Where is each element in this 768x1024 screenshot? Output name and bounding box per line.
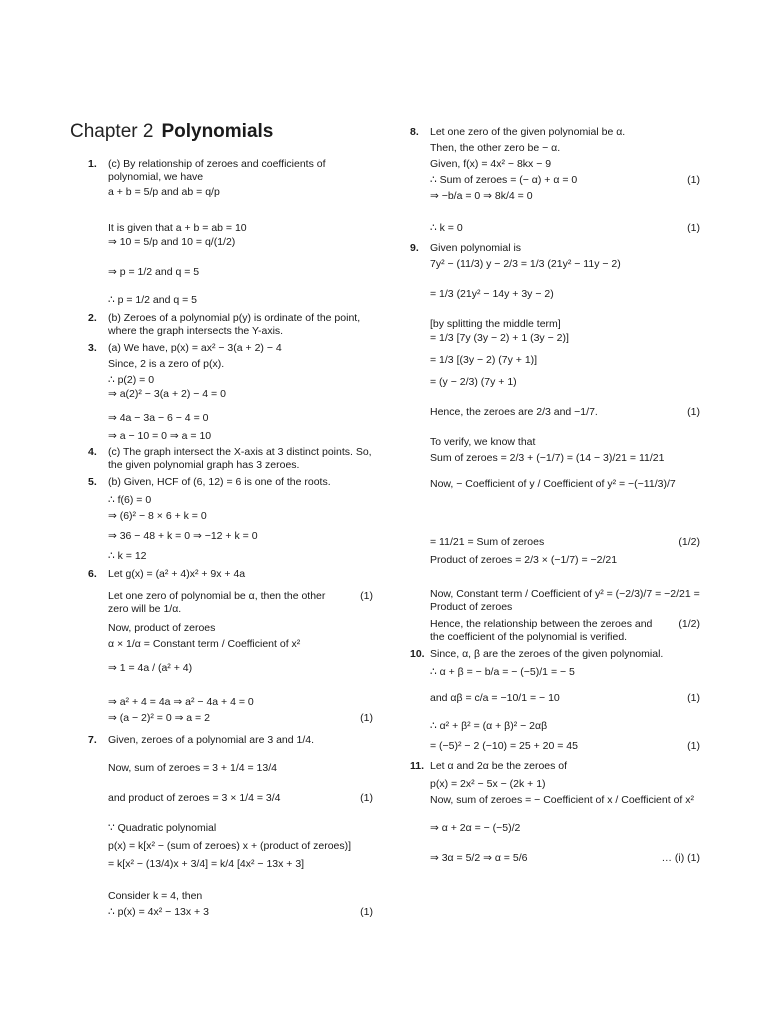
solution-text: Sum of zeroes = 2/3 + (−1/7) = (14 − 3)/21 = 11/21: [430, 452, 665, 464]
solution-text: Let g(x) = (a² + 4)x² + 9x + 4a: [108, 568, 246, 580]
solution-line: [410, 190, 700, 220]
solution-line: [410, 588, 700, 618]
solution-line: [88, 762, 373, 792]
solution-line: [410, 776, 700, 794]
solution-line: [88, 620, 373, 638]
solution-line: [88, 508, 373, 528]
solution-text: ⇒ 10 = 5/p and 10 = q/(1/2): [108, 236, 236, 248]
solution-text: Since, α, β are the zeroes of the given polynomial.: [430, 648, 664, 660]
solution-line: [88, 220, 373, 236]
solution-line: [410, 452, 700, 478]
solution-text: ⇒ p = 1/2 and q = 5: [108, 266, 200, 278]
solution-text: ∴ α + β = − b/a = − (−5)/1 = − 5: [430, 666, 575, 678]
solution-text: p(x) = k[x² − (sum of zeroes) x + (product of zeroes)]: [108, 840, 352, 852]
solution-line: [88, 186, 373, 220]
question-number: 11.: [410, 760, 425, 772]
solution-text: Consider k = 4, then: [108, 890, 203, 902]
solution-line: [410, 718, 700, 738]
solution-line: [410, 156, 700, 172]
solution-text: Given, f(x) = 4x² − 8kx − 9: [430, 158, 552, 170]
solution-text: and product of zeroes = 3 × 1/4 = 3/4: [108, 792, 281, 804]
solution-text: ⇒ a² + 4 = 4a ⇒ a² − 4a + 4 = 0: [108, 696, 254, 708]
solution-text: (c) By relationship of zeroes and coefficients of polynomial, we have: [108, 158, 326, 183]
solution-text: a + b = 5/p and ab = q/p: [108, 186, 220, 198]
solution-line: [410, 434, 700, 452]
solution-text: Given, zeroes of a polynomial are 3 and 1/4.: [108, 734, 315, 746]
question-5: [88, 474, 373, 492]
solution-text: ⇒ (a − 2)² = 0 ⇒ a = 2: [108, 712, 210, 724]
question-10: [410, 646, 700, 666]
solution-text: (c) The graph intersect the X-axis at 3 distinct points. So, the given polynomial graph has 3 zeroes.: [108, 446, 372, 471]
solution-line: [88, 356, 373, 372]
right-column: [410, 124, 700, 878]
solution-line: [410, 140, 700, 156]
chapter-label: Chapter 2: [70, 121, 154, 142]
solution-line: [88, 712, 373, 734]
question-number: 10.: [410, 648, 425, 660]
solution-line: [88, 266, 373, 292]
solution-text: ∴ p = 1/2 and q = 5: [108, 294, 197, 306]
solution-line: [410, 316, 700, 332]
solution-text: ⇒ α + 2α = − (−5)/2: [430, 822, 521, 834]
solution-text: Hence, the relationship between the zeroes and the coefficient of the polynomial is verified.: [430, 618, 653, 643]
question-4: [88, 446, 373, 474]
solution-text: (b) Given, HCF of (6, 12) = 6 is one of the roots.: [108, 476, 331, 488]
marks-label: (1): [687, 692, 700, 704]
marks-label: (1): [360, 712, 373, 724]
question-number: 6.: [88, 568, 97, 580]
solution-text: Product of zeroes = 2/3 × (−1/7) = −2/21: [430, 554, 618, 566]
solution-text: ∴ p(x) = 4x² − 13x + 3: [108, 906, 209, 918]
left-column: [88, 158, 373, 928]
solution-text: Now, product of zeroes: [108, 622, 216, 634]
solution-text: and αβ = c/a = −10/1 = − 10: [430, 692, 560, 704]
solution-text: (b) Zeroes of a polynomial p(y) is ordinate of the point, where the graph intersects the Y-axis.: [108, 312, 361, 337]
solution-text: = 1/3 [(3y − 2) (7y + 1)]: [430, 354, 538, 366]
question-number: 2.: [88, 312, 97, 324]
solution-text: = 1/3 (21y² − 14y + 3y − 2): [430, 288, 554, 300]
marks-label: (1): [687, 406, 700, 418]
solution-text: ⇒ 1 = 4a / (a² + 4): [108, 662, 193, 674]
question-8: [410, 124, 700, 140]
marks-label: (1): [687, 222, 700, 234]
question-number: 4.: [88, 446, 97, 458]
solution-text: ∴ Sum of zeroes = (− α) + α = 0: [430, 174, 578, 186]
solution-text: α × 1/α = Constant term / Coefficient of x²: [108, 638, 301, 650]
question-number: 9.: [410, 242, 419, 254]
solution-line: [88, 694, 373, 712]
solution-line: [410, 332, 700, 354]
solution-text: Then, the other zero be − α.: [430, 142, 561, 154]
solution-text: ⇒ 36 − 48 + k = 0 ⇒ −12 + k = 0: [108, 530, 258, 542]
solution-line: [88, 838, 373, 858]
solution-text: Given polynomial is: [430, 242, 522, 254]
marks-label: … (i) (1): [661, 852, 700, 864]
solution-text: ∴ p(2) = 0: [108, 374, 155, 386]
solution-line: [410, 822, 700, 852]
solution-line: [88, 372, 373, 388]
solution-text: ⇒ a(2)² − 3(a + 2) − 4 = 0: [108, 388, 226, 400]
solution-text: ⇒ 3α = 5/2 ⇒ α = 5/6: [430, 852, 528, 864]
marks-label: (1/2): [678, 618, 700, 630]
marks-label: (1/2): [678, 536, 700, 548]
solution-text: ⇒ a − 10 = 0 ⇒ a = 10: [108, 430, 212, 442]
solution-text: ⇒ −b/a = 0 ⇒ 8k/4 = 0: [430, 190, 533, 202]
solution-line: [410, 172, 700, 190]
solution-text: Let one zero of polynomial be α, then the other zero will be 1/α.: [108, 590, 326, 615]
solution-text: ∴ α² + β² = (α + β)² − 2αβ: [430, 720, 548, 732]
question-6: [88, 568, 373, 590]
solution-line: [88, 662, 373, 694]
solution-text: [by splitting the middle term]: [430, 318, 561, 330]
solution-text: To verify, we know that: [430, 436, 536, 448]
solution-line: [410, 554, 700, 588]
chapter-title: Polynomials: [161, 121, 274, 142]
solution-line: [410, 406, 700, 434]
solution-text: ∴ f(6) = 0: [108, 494, 152, 506]
solution-line: [88, 820, 373, 838]
solution-line: [410, 354, 700, 376]
solution-line: [410, 478, 700, 534]
solution-text: = 11/21 = Sum of zeroes: [430, 536, 545, 548]
solution-text: Hence, the zeroes are 2/3 and −1/7.: [430, 406, 598, 418]
question-number: 1.: [88, 158, 97, 170]
chapter-heading: [70, 120, 273, 144]
question-number: 5.: [88, 476, 97, 488]
solution-line: [410, 258, 700, 288]
solution-line: [88, 548, 373, 568]
solution-line: [410, 794, 700, 822]
question-number: 3.: [88, 342, 97, 354]
question-2: [88, 312, 373, 340]
solution-line: [410, 666, 700, 692]
solution-line: [88, 292, 373, 312]
solution-line: [88, 888, 373, 906]
solution-text: Now, − Coefficient of y / Coefficient of y² = −(−11/3)/7: [430, 478, 676, 490]
question-9: [410, 240, 700, 258]
question-11: [410, 758, 700, 776]
solution-line: [410, 618, 700, 646]
question-number: 7.: [88, 734, 97, 746]
solution-line: [88, 492, 373, 508]
solution-text: ⇒ 4a − 3a − 6 − 4 = 0: [108, 412, 209, 424]
solution-text: 7y² − (11/3) y − 2/3 = 1/3 (21y² − 11y − 2): [430, 258, 621, 270]
solution-line: [88, 388, 373, 410]
solution-line: [88, 528, 373, 548]
solution-line: [410, 376, 700, 406]
marks-label: (1): [360, 906, 373, 918]
solution-text: ∴ k = 0: [430, 222, 463, 234]
solution-text: = 1/3 [7y (3y − 2) + 1 (3y − 2)]: [430, 332, 569, 344]
solution-line: [410, 220, 700, 240]
solution-line: [410, 288, 700, 316]
solution-text: (a) We have, p(x) = ax² − 3(a + 2) − 4: [108, 342, 282, 354]
solution-text: Now, Constant term / Coefficient of y² = (−2/3)/7 = −2/21 = Product of zeroes: [430, 588, 700, 613]
solution-line: [410, 692, 700, 718]
marks-label: (1): [360, 792, 373, 804]
solution-line: [88, 428, 373, 446]
marks-label: (1): [687, 174, 700, 186]
marks-label: (1): [360, 590, 373, 602]
solution-text: p(x) = 2x² − 5x − (2k + 1): [430, 778, 546, 790]
question-1: [88, 158, 373, 186]
solution-line: [410, 738, 700, 758]
solution-text: Now, sum of zeroes = 3 + 1/4 = 13/4: [108, 762, 277, 774]
solution-text: = k[x² − (13/4)x + 3/4] = k/4 [4x² − 13x + 3]: [108, 858, 305, 870]
solution-text: Let α and 2α be the zeroes of: [430, 760, 568, 772]
marks-label: (1): [687, 740, 700, 752]
solution-text: ∴ k = 12: [108, 550, 147, 562]
solution-text: Now, sum of zeroes = − Coefficient of x / Coefficient of x²: [430, 794, 694, 806]
solution-text: ⇒ (6)² − 8 × 6 + k = 0: [108, 510, 207, 522]
solution-line: [410, 534, 700, 554]
solution-line: [88, 858, 373, 888]
solution-text: Let one zero of the given polynomial be α.: [430, 126, 626, 138]
solution-line: [88, 906, 373, 928]
question-3: [88, 340, 373, 356]
solution-text: ∵ Quadratic polynomial: [108, 822, 217, 834]
question-number: 8.: [410, 126, 419, 138]
solution-text: Since, 2 is a zero of p(x).: [108, 358, 225, 370]
solution-line: [88, 590, 373, 620]
question-7: [88, 734, 373, 762]
solution-line: [88, 638, 373, 662]
solution-line: [88, 410, 373, 428]
solution-line: [88, 792, 373, 820]
solution-text: It is given that a + b = ab = 10: [108, 222, 247, 234]
solution-line: [410, 852, 700, 878]
solution-text: = (−5)² − 2 (−10) = 25 + 20 = 45: [430, 740, 578, 752]
solution-text: = (y − 2/3) (7y + 1): [430, 376, 517, 388]
solution-line: [88, 236, 373, 266]
